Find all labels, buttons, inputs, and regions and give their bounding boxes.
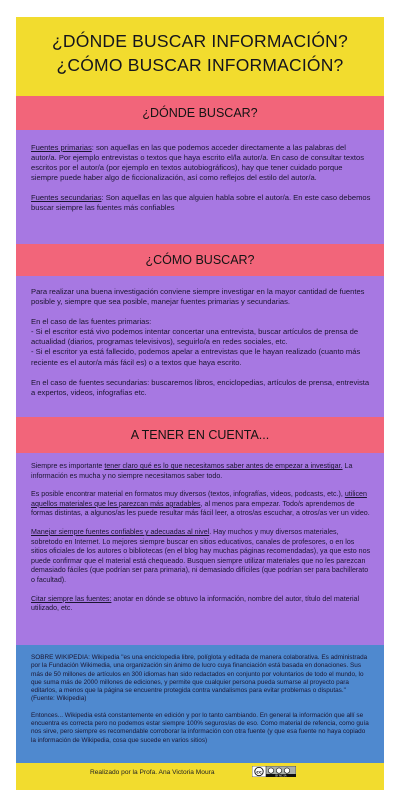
section-heading-donde (16, 96, 384, 130)
cuenta-text (31, 462, 371, 614)
cuenta-p3-b: . Hay muchos y muy diversos materiales, sobretodo en Internet. Lo mejores siempre buscar en sitios educativos, canales de profesores, o en los sitios oficiales de los autores o bibliotecas (en el blog hay muchas páginas recomendadas), ya que esto nos puede confirmar que el material está chequeado. Busquen siempre utilizar materiales que no les parezcan demasiado fáciles (que podrían ser para primaria), ni demasiado difíciles (que podrían ser para bachillerato o facultad). (31, 527, 371, 584)
wikipedia-paragraph-1: SOBRE WIKIPEDIA: Wikipedia "es una enciclopedia libre, políglota y editada de manera colaborativa. Es administrada por la Fundación Wikimedia, una organización sin ánimo de lucro cuya financiación está basada en donaciones. Sus más de 50 millones de artículos en 300 idiomas han sido redactados en conjunto por voluntarios de todo el mundo, lo que suma más de 2000 millones de ediciones, y permite que cualquier persona pueda sumarse al proyecto para editarlos, a menos que la página se encuentre protegida contra vandalismos para evitar problemas o disputas." (Fuente: Wikipedia) (31, 654, 368, 703)
donde-text (31, 143, 371, 214)
section-heading-como-label: ¿CÓMO BUSCAR? (145, 253, 255, 267)
footer-credit: Realizado por la Profa. Ana Victoria Moura (90, 769, 215, 776)
page-title (16, 29, 384, 77)
secundarias-text: : Son aquellas en las que alguien habla sobre el autor/a. En este caso debemos buscar siempre las fuentes más confiables (31, 193, 371, 213)
section-heading-cuenta (16, 417, 384, 453)
primarias-paragraph (31, 143, 371, 183)
cuenta-p3-underlined: Manejar siempre fuentes confiables y adecuadas al nivel (31, 527, 210, 536)
cuenta-p2-underlined: utilicen aquellos materiales que les parezcan más agradables (31, 490, 367, 508)
primarias-term: Fuentes primarias (31, 143, 92, 152)
section-panel-como (16, 276, 384, 436)
cuenta-p2-b: , al menos para empezar. Todo/s aprendemos de formas distintas, a algunos/as les puede resultar más fácil leer, a otros/as escuchar, a otros/as ver un video. (31, 499, 370, 518)
cuenta-p2-a: Es posible encontrar material en formatos muy diversos (textos, infografías, videos, podcasts, etc.), (31, 490, 345, 499)
cuenta-paragraph-1 (31, 462, 371, 481)
cuenta-p1-underlined: tener claro qué es lo que necesitamos saber antes de empezar a investigar. (104, 462, 343, 470)
primarias-text: : son aquellas en las que podemos acceder directamente a las palabras del autor/a. Por ejemplo entrevistas o textos que haya escrito el/la autor/a. En caso de consultar textos escritos por el autor/a (por ejemplo en textos autobiográficos), hay que tener cuidado porque siempre puede haber algo de ficcionalización, así como reflejos del estilo del autor/a. (31, 143, 365, 183)
cuenta-p4-b: anotar en dónde se obtuvo la información, nombre del autor, título del material utilizado, etc. (31, 594, 360, 613)
cuenta-paragraph-3 (31, 528, 371, 586)
como-paragraph-1: Para realizar una buena investigación conviene siempre investigar en la mayor cantidad de fuentes posible y, siempre que sea posible, manejar fuentes primarias y secundarias. (31, 287, 365, 307)
section-heading-como (16, 244, 384, 276)
wikipedia-text (31, 654, 371, 745)
svg-text:cc: cc (256, 770, 262, 776)
secundarias-paragraph (31, 193, 371, 213)
infographic-poster (16, 17, 384, 790)
cuenta-paragraph-4 (31, 595, 371, 614)
title-line-2: ¿CÓMO BUSCAR INFORMACIÓN? (56, 55, 344, 75)
cuenta-p1-a: Siempre es importante (31, 462, 105, 470)
title-line-1: ¿DÓNDE BUSCAR INFORMACIÓN? (52, 31, 348, 51)
cuenta-p4-underlined: Citar siempre las fuentes: (31, 594, 112, 603)
creative-commons-badge-icon (252, 766, 296, 777)
como-primarias-vivo: - Si el escritor está vivo podemos intentar concertar una entrevista, buscar artículos de prensa de actualidad (diarios, programas televisivos), seguirlo/a en redes sociales, etc. (31, 327, 359, 347)
wikipedia-panel (16, 645, 384, 763)
section-panel-donde (16, 130, 384, 244)
como-primarias-fallecido: - Si el escritor ya está fallecido, podemos apelar a entrevistas que le hayan realizado (cuanto más reciente es el autor/a más fácil es) o a textos que haya escrito. (31, 347, 361, 367)
cc-license-label: BY NC SA (275, 774, 287, 777)
como-primarias-title: En el caso de las fuentes primarias: (31, 317, 152, 327)
como-paragraph-3: En el caso de fuentes secundarias: buscaremos libros, enciclopedias, artículos de prensa, entrevista a expertos, videos, infografías etc. (31, 377, 370, 397)
secundarias-term: Fuentes secundarias (31, 193, 102, 203)
section-heading-donde-label: ¿DÓNDE BUSCAR? (142, 106, 258, 120)
como-text (31, 287, 371, 398)
cuenta-paragraph-2 (31, 490, 371, 519)
cuenta-p1-b: La información es mucha y no siempre necesitamos saber todo. (31, 462, 353, 480)
wikipedia-paragraph-2: Entonces... Wikipedia está constantemente en edición y por lo tanto cambiando. En general la información que allí se encuentra es correcta pero no podemos estar siempre 100% seguros/as de eso. Como material de refencia, como guía nos sirve, pero siempre es recomendable corroborar la información con otra fuente (y que esa fuente no haya copiado la información de Wikipedia, cosa que sucede en varios sitios) (31, 711, 369, 744)
section-heading-cuenta-label: A TENER EN CUENTA... (130, 428, 270, 442)
section-panel-cuenta (16, 453, 384, 645)
footer (16, 766, 384, 780)
